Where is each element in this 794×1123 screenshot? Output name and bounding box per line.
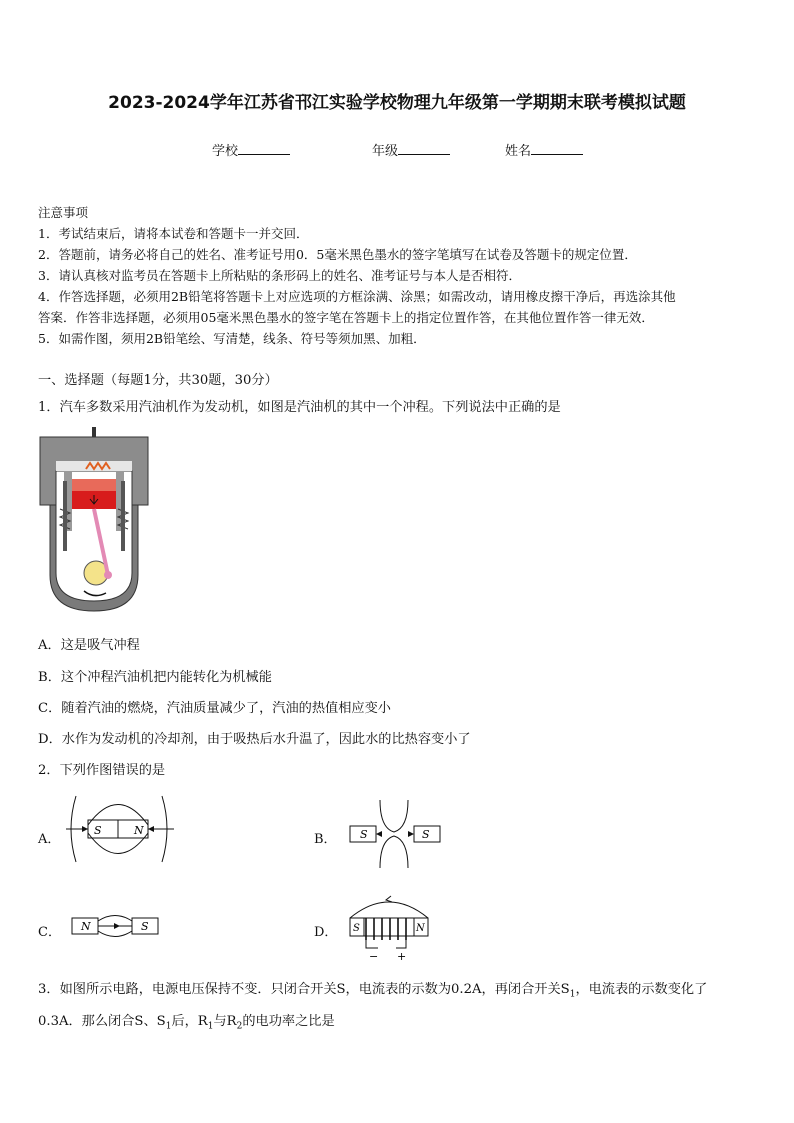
solenoid-pole-label: N xyxy=(416,923,425,934)
magnet-pole-label: S xyxy=(422,828,430,841)
school-label: 学校 xyxy=(212,144,239,159)
name-blank[interactable] xyxy=(531,142,583,155)
question-2-option-b[interactable]: B． xyxy=(314,832,337,847)
engine-stroke-diagram xyxy=(36,425,152,617)
question-1-option-b[interactable]: B．这个冲程汽油机把内能转化为机械能 xyxy=(38,670,272,685)
name-label: 姓名 xyxy=(505,144,532,159)
question-1-option-a[interactable]: A．这是吸气冲程 xyxy=(38,638,140,653)
magnet-pole-label: N xyxy=(134,824,144,837)
question-1-option-d[interactable]: D．水作为发动机的冷却剂，由于吸热后水升温了，因此水的比热容变小了 xyxy=(38,732,471,747)
question-2-option-d[interactable]: D． xyxy=(314,925,338,940)
magnet-field-diagram-a xyxy=(62,792,182,870)
question-3-line-1: 3．如图所示电路，电源电压保持不变．只闭合开关S，电流表的示数为0.2A，再闭合开关$S_1$，电流表的示数变化了 xyxy=(38,982,708,1000)
grade-label: 年级 xyxy=(372,144,399,159)
grade-field[interactable] xyxy=(372,140,450,159)
notice-item: 1．考试结束后，请将本试卷和答题卡一并交回． xyxy=(38,226,309,241)
notice-item: 4．作答选择题，必须用2B铅笔将答题卡上对应选项的方框涂满、涂黑；如需改动，请用橡皮擦干净后，再选涂其他 xyxy=(38,289,676,304)
terminal-plus-label: + xyxy=(397,950,407,963)
magnet-pole-label: S xyxy=(141,920,149,933)
school-blank[interactable] xyxy=(238,142,290,155)
terminal-minus-label: − xyxy=(369,950,379,963)
question-1-option-c[interactable]: C．随着汽油的燃烧，汽油质量减少了，汽油的热值相应变小 xyxy=(38,701,391,716)
question-3-line-2: 0.3A．那么闭合S、$S_1$后，$R_1$与$R_2$的电功率之比是 xyxy=(38,1014,335,1032)
notice-item: 3．请认真核对监考员在答题卡上所粘贴的条形码上的姓名、准考证号与本人是否相符． xyxy=(38,268,521,283)
notice-item: 2．答题前，请务必将自己的姓名、准考证号用0．5毫米黑色墨水的签字笔填写在试卷及答题卡的规定位置． xyxy=(38,247,637,262)
magnet-field-diagram-b xyxy=(346,798,442,870)
question-2-option-c[interactable]: C． xyxy=(38,925,61,940)
magnet-pole-label: N xyxy=(81,920,91,933)
school-field[interactable] xyxy=(212,140,290,159)
notice-item: 答案．作答非选择题，必须用05毫米黑色墨水的签字笔在答题卡上的指定位置作答，在其他位置作答一律无效． xyxy=(38,310,654,325)
magnet-field-diagram-c xyxy=(68,906,164,948)
question-2-stem: 2．下列作图错误的是 xyxy=(38,763,166,778)
magnet-pole-label: S xyxy=(360,828,368,841)
section-heading: 一、选择题（每题1分，共30题，30分） xyxy=(38,373,278,388)
solenoid-diagram-d xyxy=(344,892,434,964)
magnet-pole-label: S xyxy=(94,824,102,837)
page-title: 2023-2024学年江苏省邗江实验学校物理九年级第一学期期末联考模拟试题 xyxy=(108,93,686,113)
solenoid-pole-label: S xyxy=(353,923,360,934)
notice-heading: 注意事项 xyxy=(38,205,89,220)
question-2-option-a[interactable]: A． xyxy=(38,832,61,847)
question-1-stem: 1．汽车多数采用汽油机作为发动机，如图是汽油机的其中一个冲程。下列说法中正确的是 xyxy=(38,400,561,415)
notice-item: 5．如需作图，须用2B铅笔绘、写清楚，线条、符号等须加黑、加粗． xyxy=(38,331,426,346)
grade-blank[interactable] xyxy=(398,142,450,155)
name-field[interactable] xyxy=(505,140,583,159)
